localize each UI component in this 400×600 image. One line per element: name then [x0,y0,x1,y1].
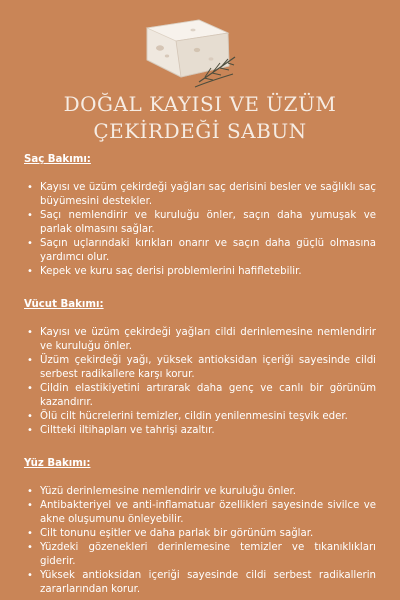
section-heading: Saç Bakımı: [24,154,91,165]
list-item: • Kayısı ve üzüm çekirdeği yağları saç derisini besler ve sağlıklı saç büyümesini destekler. [40,181,376,209]
list-item: • Üzüm çekirdeği yağı, yüksek antioksidan içeriği sayesinde cildi serbest radikallere karşı korur. [40,354,376,382]
section-heading: Vücut Bakımı: [24,299,104,310]
list-item: • Cildin elastikiyetini artırarak daha genç ve canlı bir görünüm kazandırır. [40,382,376,410]
content-area [24,153,376,597]
section-heading: Yüz Bakımı: [24,458,91,469]
benefits-list [24,181,376,279]
page-title-line-2: ÇEKİRDEĞİ SABUN [93,119,307,143]
list-item: • Saçın uçlarındaki kırıkları onarır ve saçın daha güçlü olmasına yardımcı olur. [40,237,376,265]
list-item: • Kayısı ve üzüm çekirdeği yağları cildi derinlemesine nemlendirir ve kuruluğu önler. [40,326,376,354]
list-item: • Yüzü derinlemesine nemlendirir ve kuruluğu önler. [40,485,376,499]
section-hair-care [24,153,376,279]
list-item: • Saçı nemlendirir ve kuruluğu önler, saçın daha yumuşak ve parlak olmasını sağlar. [40,209,376,237]
list-item: • Cilt tonunu eşitler ve daha parlak bir görünüm sağlar. [40,527,376,541]
list-item: • Yüksek antioksidan içeriği sayesinde cildi serbest radikallerin zararlarından korur. [40,569,376,597]
list-item: • Yüzdeki gözenekleri derinlemesine temizler ve tıkanıklıkları giderir. [40,541,376,569]
list-item: • Kepek ve kuru saç derisi problemlerini hafifletebilir. [40,265,376,279]
section-face-care [24,457,376,597]
page-title-line-1: DOĞAL KAYISI VE ÜZÜM [63,92,337,116]
hero-image-area [0,0,400,92]
benefits-list [24,485,376,597]
list-item: • Ölü cilt hücrelerini temizler, cildin yenilenmesini teşvik eder. [40,410,376,424]
list-item: • Antibakteriyel ve anti-inflamatuar özellikleri sayesinde sivilce ve akne oluşumunu önleyebilir. [40,499,376,527]
section-body-care [24,298,376,438]
soap-bar-illustration [141,14,237,90]
list-item: • Ciltteki iltihapları ve tahrişi azaltır. [40,424,376,438]
benefits-list [24,326,376,438]
